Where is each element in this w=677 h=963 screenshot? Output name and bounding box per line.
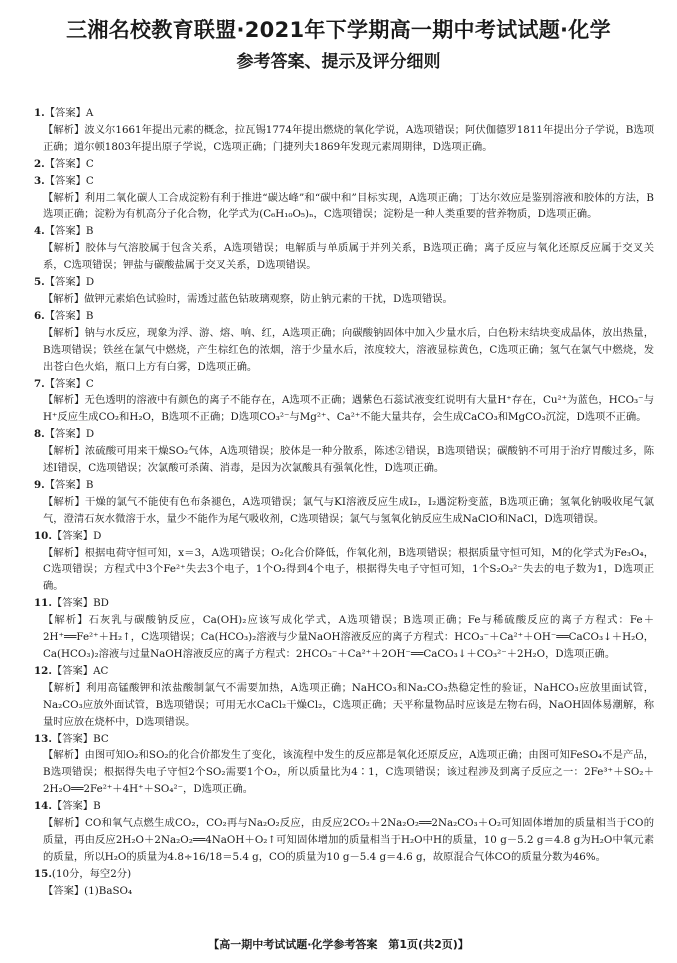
- document-title: 三湘名校教育联盟·2021年下学期高一期中考试试题·化学: [66, 18, 611, 42]
- item-14-analysis: 【解析】CO和氧气点燃生成CO₂，CO₂再与Na₂O₂反应，由反应2CO₂＋2Na₂O₂══2Na₂CO₃＋O₂可知固体增加的质量相当于CO的质量，再由反应2H₂O＋2Na₂O₂══4NaOH＋O₂↑可知固体增加的质量相当于H₂O中H的质量，10 g－5.2 g＝4.8 g为H₂O中氧元素的质量，所以H₂O的质量为4.8÷16/18＝5.4 g，CO的质量为10 g－5.4 g＝4.6 g，故原混合气体CO的质量分数为46%。: [43, 817, 654, 863]
- item-10-answer: 10.【答案】D: [34, 529, 102, 542]
- item-4-answer: 4.【答案】B: [34, 225, 94, 238]
- item-12-answer: 12.【答案】AC: [34, 664, 109, 677]
- item-2-answer: 2.【答案】C: [34, 157, 94, 170]
- item-13-analysis: 【解析】由图可知O₂和SO₂的化合价都发生了变化，该流程中发生的反应都是氧化还原反应，A选项正确；由图可知FeSO₄不是产品，B选项错误；根据得失电子守恒2个SO₂需要1个O₂，所以质量比为4∶1，C选项错误；该过程涉及到离子反应之一：2Fe³⁺＋SO₂＋2H₂O══2Fe²⁺＋4H⁺＋SO₄²⁻，D选项正确。: [43, 749, 654, 796]
- item-11-answer: 11.【答案】BD: [34, 597, 109, 610]
- answer-list: [34, 105, 654, 900]
- item-4-analysis: 【解析】胶体与气溶胶属于包含关系，A选项错误；电解质与单质属于并列关系，B选项正确；离子反应与氧化还原反应属于交叉关系，C选项错误；钾盐与碳酸盐属于交叉关系，D选项错误。: [43, 242, 654, 272]
- item-6-answer: 6.【答案】B: [34, 309, 94, 322]
- item-13-answer: 13.【答案】BC: [34, 732, 109, 745]
- item-3-analysis: 【解析】利用二氧化碳人工合成淀粉有利于推进“碳达峰”和“碳中和”目标实现，A选项正确；丁达尔效应是鉴别溶液和胶体的方法，B选项正确；淀粉为有机高分子化合物，化学式为(C₆H₁₀O₅)ₙ，C选项错误；淀粉是一种人类重要的营养物质，D选项正确。: [43, 191, 654, 221]
- document-subtitle: 参考答案、提示及评分细则: [236, 52, 441, 72]
- item-5-answer: 5.【答案】D: [34, 276, 95, 289]
- item-15-score: 15.(10分，每空2分): [34, 867, 132, 880]
- page-footer: 【高一期中考试试题·化学参考答案 第1页(共2页)】: [208, 938, 469, 951]
- item-7-analysis: 【解析】无色透明的溶液中有颜色的离子不能存在，A选项不正确；遇紫色石蕊试液变红说明有大量H⁺存在，Cu²⁺为蓝色，HCO₃⁻与H⁺反应生成CO₂和H₂O，B选项不正确；D选项CO₃²⁻与Mg²⁺、Ca²⁺不能大量共存，会生成CaCO₃和MgCO₃沉淀，D选项不正确。: [43, 394, 654, 424]
- item-8-analysis: 【解析】浓硫酸可用来干燥SO₂气体，A选项错误；胶体是一种分散系，陈述②错误，B选项错误；碳酸钠不可用于治疗胃酸过多，陈述Ⅰ错误，C选项错误；次氯酸可杀菌、消毒，是因为次氯酸具有强氧化性，D选项正确。: [43, 445, 654, 475]
- item-3-answer: 3.【答案】C: [34, 174, 94, 187]
- item-9-answer: 9.【答案】B: [34, 478, 94, 491]
- item-14-answer: 14.【答案】B: [34, 800, 101, 813]
- item-11-analysis: 【解析】石灰乳与碳酸钠反应，Ca(OH)₂应该写成化学式，A选项错误；B选项正确；Fe与稀硫酸反应的离子方程式：Fe＋2H⁺══Fe²⁺＋H₂↑，C选项错误；Ca(HCO₃)₂溶液与少量NaOH溶液反应的离子方程式：HCO₃⁻＋Ca²⁺＋OH⁻══CaCO₃↓＋H₂O，Ca(HCO₃)₂溶液与过量NaOH溶液反应的离子方程式：2HCO₃⁻＋Ca²⁺＋2OH⁻══CaCO₃↓＋CO₃²⁻＋2H₂O，D选项正确。: [43, 614, 654, 660]
- item-1-answer: 1.【答案】A: [34, 107, 94, 119]
- item-12-analysis: 【解析】利用高锰酸钾和浓盐酸制氯气不需要加热，A选项正确；NaHCO₃和Na₂CO₃热稳定性的验证，NaHCO₃应放里面试管，Na₂CO₃应放外面试管，B选项错误；可用无水CaCl₂干燥Cl₂，C选项正确；天平称量物品时应该是左物右码，NaOH固体易潮解，称量时应放在烧杯中，D选项错误。: [43, 681, 654, 728]
- item-6-analysis: 【解析】钠与水反应，现象为浮、游、熔、响、红，A选项正确；向碳酸钠固体中加入少量水后，白色粉末结块变成晶体，放出热量，B选项错误；铁丝在氯气中燃烧，产生棕红色的浓烟，溶于少量水后，浓度较大，溶液显棕黄色，C选项正确；氢气在氯气中燃烧，发出苍白色火焰，瓶口上方有白雾，D选项正确。: [43, 326, 654, 373]
- item-15-answer: 【答案】(1)BaSO₄: [43, 884, 133, 897]
- item-7-answer: 7.【答案】C: [34, 377, 94, 390]
- item-5-analysis: 【解析】做钾元素焰色试验时，需透过蓝色钴玻璃观察，防止钠元素的干扰，D选项错误。: [43, 292, 453, 305]
- item-8-answer: 8.【答案】D: [34, 428, 95, 441]
- item-1-analysis: 【解析】波义尔1661年提出元素的概念，拉瓦锡1774年提出燃烧的氧化学说，A选项错误；阿伏伽德罗1811年提出分子学说，B选项正确；道尔顿1803年提出原子学说，C选项正确；门捷列夫1869年发现元素周期律，D选项正确。: [43, 123, 654, 153]
- item-10-analysis: 【解析】根据电荷守恒可知，x＝3，A选项错误；O₂化合价降低，作氧化剂，B选项错误；根据质量守恒可知，M的化学式为Fe₃O₄，C选项错误；方程式中3个Fe²⁺失去3个电子，1个O₂得到4个电子，根据得失电子守恒可知，1个S₂O₃²⁻失去的电子数为1，D选项正确。: [43, 546, 654, 593]
- item-9-analysis: 【解析】干燥的氯气不能使有色布条褪色，A选项错误；氯气与KI溶液反应生成I₂，I₂遇淀粉变蓝，B选项正确；氢氧化钠吸收尾气氯气，澄清石灰水微溶于水，量少不能作为尾气吸收剂，C选项错误；氯气与氢氧化钠反应生成NaClO和NaCl，D选项错误。: [43, 495, 654, 525]
